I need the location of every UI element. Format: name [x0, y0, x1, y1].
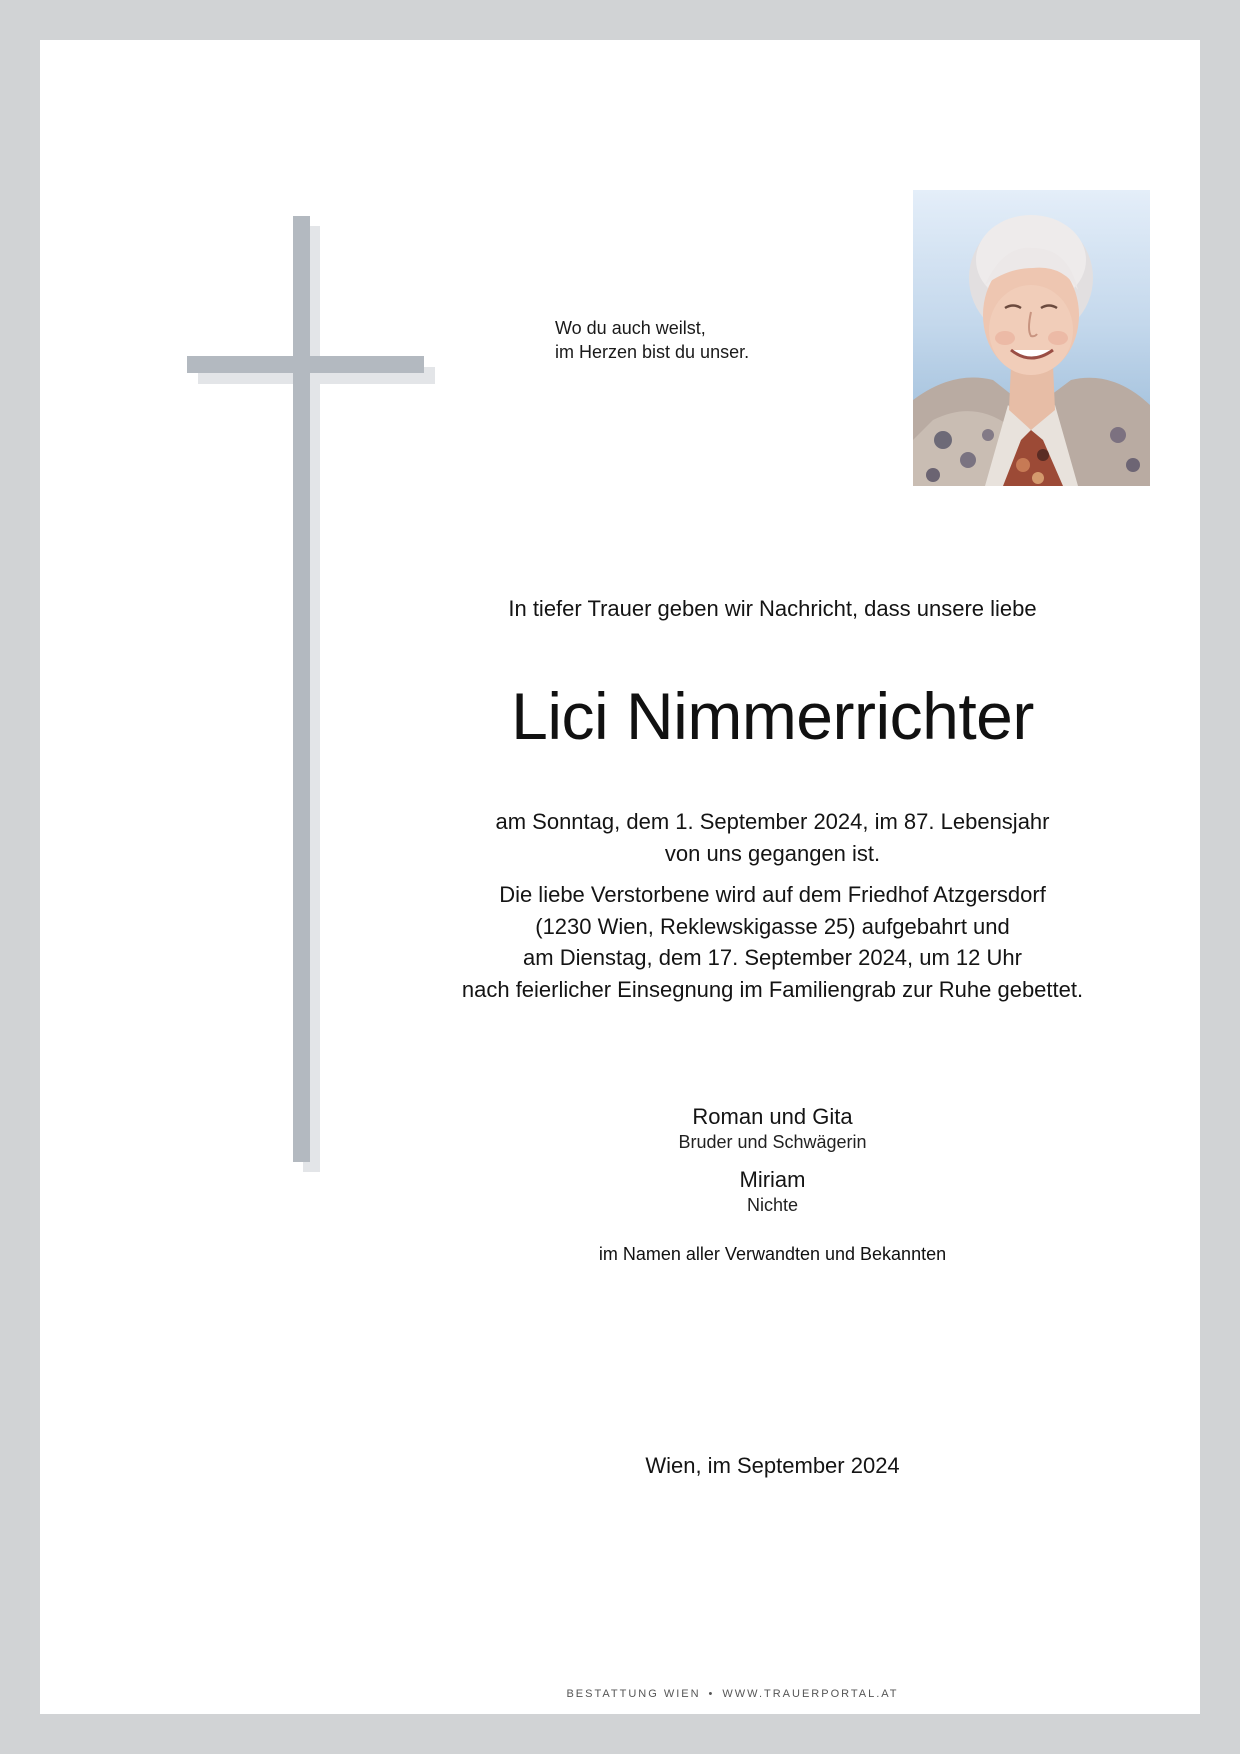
quote-line-2: im Herzen bist du unser.: [555, 342, 750, 362]
funeral-line-1: Die liebe Verstorbene wird auf dem Friedhof Atzgersdorf: [499, 882, 1046, 907]
obituary-card: [40, 40, 1200, 1714]
deceased-portrait-photo: [913, 190, 1150, 486]
footer: [380, 1688, 1085, 1700]
quote-line-1: Wo du auch weilst,: [555, 318, 706, 338]
funeral-line-4: nach feierlicher Einsegnung im Familiengrab zur Ruhe gebettet.: [461, 976, 1084, 1002]
passing-line-1: am Sonntag, dem 1. September 2024, im 87. Lebensjahr: [495, 809, 1050, 834]
intro-text: In tiefer Trauer geben wir Nachricht, dass unsere liebe: [508, 596, 1037, 621]
funeral-paragraph: [420, 879, 1125, 1005]
passing-paragraph: [420, 806, 1125, 869]
funeral-line-3: am Dienstag, dem 17. September 2024, um 12 Uhr: [523, 945, 1022, 970]
place-date: Wien, im September 2024: [645, 1453, 900, 1478]
footer-company: BESTATTUNG WIEN: [566, 1688, 701, 1700]
mourner-entry: [420, 1103, 1125, 1153]
mourner-name: Miriam: [739, 1167, 806, 1192]
footer-separator: •: [708, 1688, 715, 1700]
on-behalf-text: im Namen aller Verwandten und Bekannten: [598, 1244, 947, 1264]
footer-website: WWW.TRAUERPORTAL.AT: [722, 1688, 899, 1700]
mourner-relation: Bruder und Schwägerin: [678, 1132, 867, 1152]
mourner-relation: Nichte: [746, 1195, 799, 1215]
mourner-name: Roman und Gita: [692, 1104, 853, 1129]
cross-icon-bar: [187, 356, 424, 373]
funeral-line-2: (1230 Wien, Reklewskigasse 25) aufgebahrt und: [535, 913, 1010, 939]
passing-line-2: von uns gegangen ist.: [664, 840, 881, 866]
memorial-quote: [555, 316, 749, 364]
mourner-entry: [420, 1166, 1125, 1216]
funeral-details: [420, 806, 1125, 1005]
deceased-name: Lici Nimmerrichter: [511, 679, 1034, 753]
